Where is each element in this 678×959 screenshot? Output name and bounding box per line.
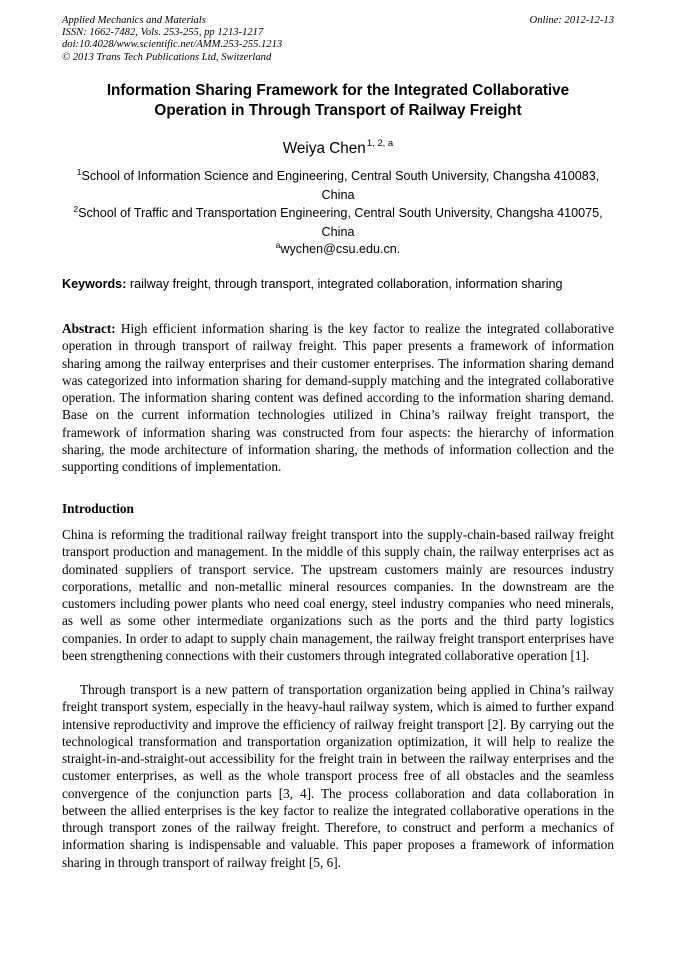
email-mark: a bbox=[275, 240, 281, 250]
abstract-text: High efficient information sharing is the key factor to realize the integrated collaborative operation in through transport of railway freight. This paper presents a framework of information sharing among the railway enterprises and their customer enterprises. The information sharing demand was categorized into information sharing for demand-supply matching and the integrated collaborative operation. The information sharing content was defined according to the information sharing demand. Base on the current information technologies utilized in China’s railway freight transport, the framework of information sharing was constructed from four aspects: the hierarchy of information sharing, the mode architecture of information sharing, the methods of information collection and the supporting conditions of implementation. bbox=[62, 321, 615, 474]
introduction-paragraph-2: Through transport is a new pattern of transportation organization being applied in China’s railway freight transport system, especially in the heavy-haul railway system, which is aimed to further expand intensive reproductivity and improve the efficiency of railway freight transport [2]. By carrying out the technological transformation and transportation organization optimization, it will help to realize the straight-in-and-straight-out accessibility for the freight train in between the railway enterprises and the customer enterprises, as well as the whole transport process free of all obstacles and the seamless convergence of the conjunction parts [3, 4]. The process collaboration and data collaboration in between the allied enterprises is the key factor to realize the integrated collaborative operations in the through transport zones of the railway freight. Therefore, to construct and perform a mechanics of information sharing is indispensable and valuable. This paper proposes a framework of information sharing in through transport of railway freight [5, 6]. bbox=[62, 682, 614, 870]
author-marks: 1, 2, a bbox=[366, 138, 394, 149]
affiliation-mark-2: 2 bbox=[73, 204, 79, 214]
copyright-line: © 2013 Trans Tech Publications Ltd, Switzerland bbox=[62, 51, 272, 63]
author-line bbox=[62, 134, 614, 159]
journal-name: Applied Mechanics and Materials bbox=[62, 15, 206, 26]
email-address: wychen@csu.edu.cn. bbox=[280, 242, 401, 256]
affiliation-2-line-1: School of Traffic and Transportation Engineering, Central South University, Changsha 410075, bbox=[78, 206, 603, 220]
affiliation-2-line-2: China bbox=[321, 225, 355, 239]
abstract bbox=[62, 320, 614, 475]
author-name: Weiya Chen bbox=[282, 140, 366, 157]
email-line bbox=[62, 236, 614, 259]
affiliation-1 bbox=[62, 163, 614, 205]
affiliation-1-line-1: School of Information Science and Engineering, Central South University, Changsha 410083, bbox=[81, 169, 600, 183]
affiliation-mark-1: 1 bbox=[76, 167, 82, 177]
issn-line: ISSN: 1662-7482, Vols. 253-255, pp 1213-1217 bbox=[62, 27, 264, 39]
doi-line: doi:10.4028/www.scientific.net/AMM.253-255.1213 bbox=[62, 39, 283, 51]
online-date: Online: 2012-12-13 bbox=[529, 15, 614, 26]
title-line-1: Information Sharing Framework for the Integrated Collaborative bbox=[106, 82, 570, 99]
section-heading-introduction: Introduction bbox=[62, 501, 134, 516]
keywords-text: railway freight, through transport, integrated collaboration, information sharing bbox=[129, 277, 563, 291]
abstract-label: Abstract: bbox=[62, 321, 116, 336]
running-header bbox=[62, 15, 614, 64]
paper-title bbox=[62, 81, 614, 120]
affiliation-1-line-2: China bbox=[321, 188, 355, 202]
introduction-paragraph-1: China is reforming the traditional railway freight transport into the supply-chain-based railway freight transport production and management. In the middle of this supply chain, the railway enterprises act as dominated suppliers of transport service. The upstream customers mainly are resources industry corporations, metallic and non-metallic mineral resources companies. In the downstream are the customers including power plants who need coal energy, steel industry companies who need minerals, as well as some other intermediate organizations such as the ports and the third party logistics companies. In order to adapt to supply chain management, the railway freight transport enterprises have been strengthening connections with their customers through integrated collaborative operation [1]. bbox=[62, 527, 614, 663]
keywords bbox=[62, 275, 614, 293]
title-line-2: Operation in Through Transport of Railway Freight bbox=[154, 101, 522, 119]
keywords-label: Keywords: bbox=[62, 277, 127, 291]
